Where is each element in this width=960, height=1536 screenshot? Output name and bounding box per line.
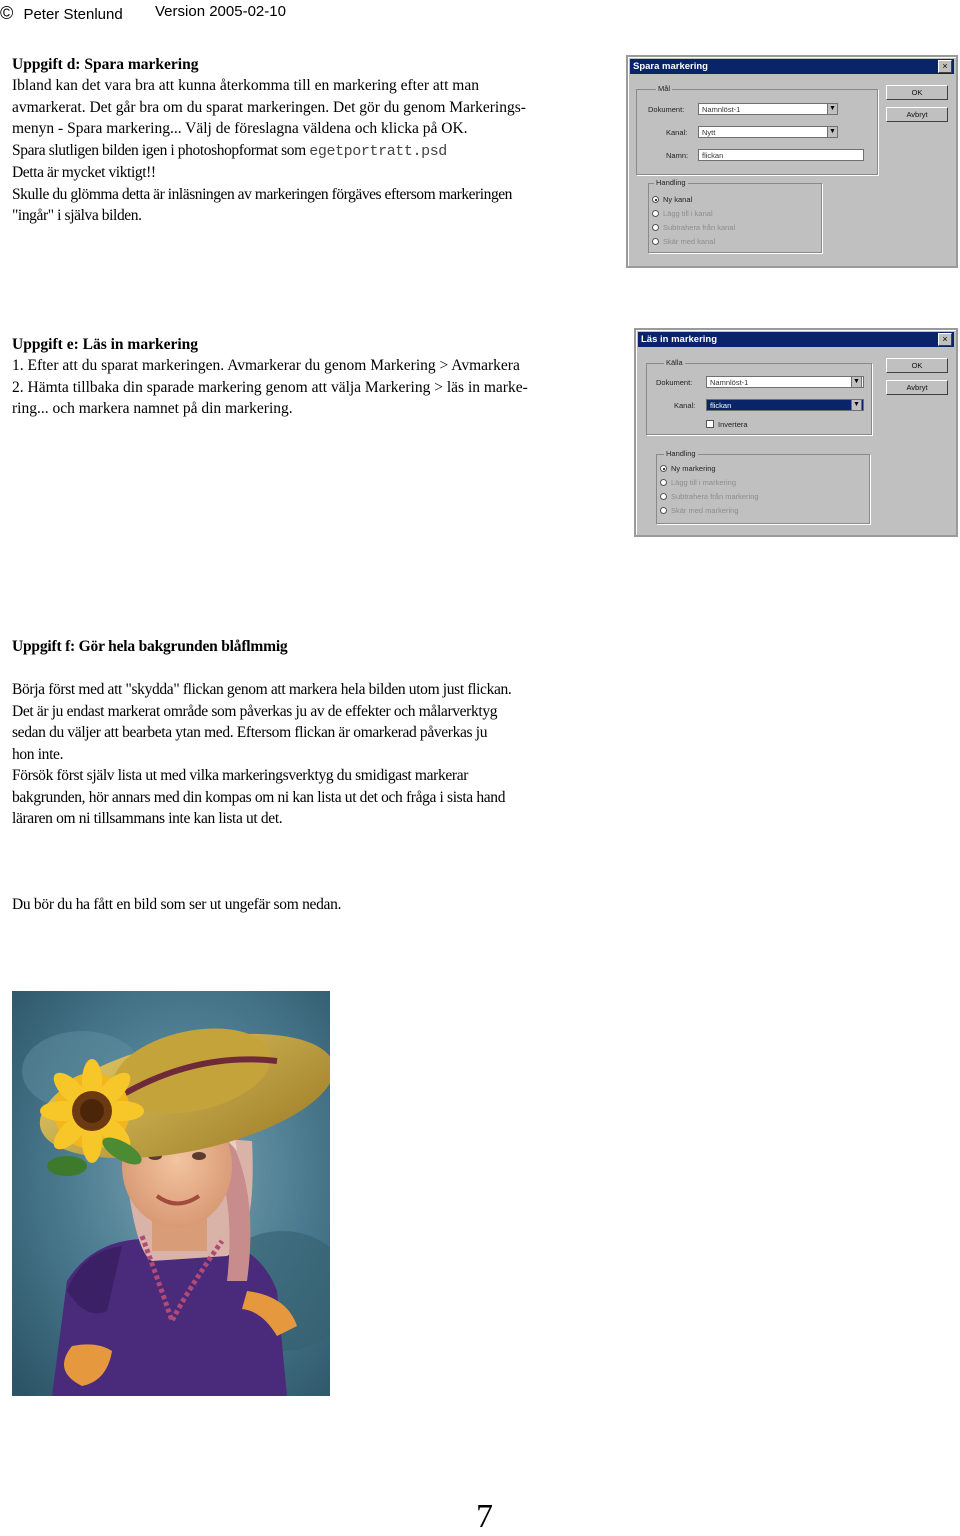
ok-button[interactable]: OK [886,85,948,100]
section-f-line: hon inte. [12,745,64,763]
section-d-line: "ingår" i själva bilden. [12,207,142,224]
action-group-label: Handling [656,178,686,187]
radio-option[interactable] [652,196,659,203]
section-d-line: menyn - Spara markering... Välj de föreslagna väldena och klicka på OK. [12,120,468,137]
radio-option [660,493,667,500]
option-label: Lägg till i markering [671,478,737,487]
section-d-line: Detta är mycket viktigt!! [12,164,156,181]
radio-option [660,479,667,486]
page-header [0,3,123,24]
section-f-line: Börja först med att "skydda" flickan genom att markera hela bilden utom just flickan. [12,681,512,698]
section-e-body [12,355,528,420]
chevron-down-icon[interactable]: ▼ [827,103,838,115]
close-icon[interactable]: × [938,60,952,73]
chevron-down-icon[interactable]: ▼ [827,126,838,138]
closing-text: Du bör du ha fått en bild som ser ut ungefär som nedan. [12,896,342,913]
option-label: Skär med kanal [663,237,716,246]
section-d-line: Ibland kan det vara bra att kunna återkomma till en markering efter att man [12,77,479,94]
dialog-title-bar [630,59,954,74]
dialog-title: Spara markering [633,61,708,72]
source-group-label: Källa [666,358,683,367]
version-label: Version 2005-02-10 [155,3,286,20]
document-select[interactable]: Namnlöst-1 [706,376,864,388]
section-f-line: sedan du väljer att bearbeta ytan med. Eftersom flickan är omarkerad påverkas ju [12,724,488,741]
portrait-photo [12,991,330,1396]
section-e-line: ring... och markera namnet på din markering. [12,400,293,417]
invert-label: Invertera [718,420,748,429]
option-label: Ny kanal [663,195,693,204]
document-select[interactable]: Namnlöst-1 [698,103,838,115]
destination-group-label: Mål [658,84,671,93]
section-d-line: Skulle du glömma detta är inläsningen av markeringen förgäves eftersom markeringen [12,185,512,203]
option-label: Subtrahera från markering [671,492,759,501]
name-label: Namn: [666,151,689,160]
radio-option [652,210,659,217]
option-label: Subtrahera från kanal [663,223,736,232]
section-d-line: avmarkerat. Det går bra om du sparat markeringen. Det gör du genom Markerings- [12,98,526,116]
radio-option[interactable] [660,465,667,472]
save-instruction-text: Spara slutligen bilden igen i photoshopformat som [12,141,310,159]
cancel-button[interactable]: Avbryt [886,380,948,395]
page-number: 7 [476,1498,493,1535]
section-f-body [12,679,511,830]
section-e-title: Uppgift e: Läs in markering [12,336,198,353]
channel-label: Kanal: [666,128,688,137]
section-f-line: läraren om ni tillsammans inte kan lista ut det. [12,810,283,827]
section-f-line: bakgrunden, hör annars med din kompas om ni kan lista ut det och fråga i sista hand [12,788,506,806]
close-icon[interactable]: × [938,333,952,346]
cancel-button[interactable]: Avbryt [886,107,948,122]
dialog-title: Läs in markering [641,334,718,345]
action-group-label: Handling [666,449,696,458]
load-selection-dialog [634,328,958,537]
document-label: Dokument: [648,105,685,114]
radio-option [652,224,659,231]
option-label: Skär med markering [671,506,739,515]
chevron-down-icon[interactable]: ▼ [851,399,862,411]
invert-checkbox[interactable] [706,420,714,428]
radio-option [652,238,659,245]
channel-select[interactable]: flickan [706,399,864,411]
save-selection-dialog [626,55,958,268]
option-label: Lägg till i kanal [663,209,713,218]
copyright-symbol: © [0,3,14,23]
section-f-title: Uppgift f: Gör hela bakgrunden blåflmmig [12,638,288,655]
section-f-line: Försök först själv lista ut med vilka markeringsverktyg du smidigast markerar [12,767,469,784]
ok-button[interactable]: OK [886,358,948,373]
document-label: Dokument: [656,378,693,387]
chevron-down-icon[interactable]: ▼ [851,376,862,388]
name-input[interactable]: flickan [698,149,864,161]
section-d-body [12,75,526,227]
dialog-title-bar [638,332,954,347]
section-e-line: 2. Hämta tillbaka din sparade markering genom att välja Markering > läs in marke- [12,378,528,396]
channel-label: Kanal: [674,401,696,410]
section-e-line: 1. Efter att du sparat markeringen. Avmarkerar du genom Markering > Avmarkera [12,357,520,374]
channel-select[interactable]: Nytt [698,126,838,138]
save-filename: egetportratt.psd [309,142,447,160]
section-f-line: Det är ju endast markerat område som påverkas ju av de effekter och målarverktyg [12,702,498,720]
section-d-title: Uppgift d: Spara markering [12,56,199,73]
save-instruction [12,140,526,163]
radio-option [660,507,667,514]
option-label: Ny markering [671,464,716,473]
author-name: Peter Stenlund [23,6,123,23]
